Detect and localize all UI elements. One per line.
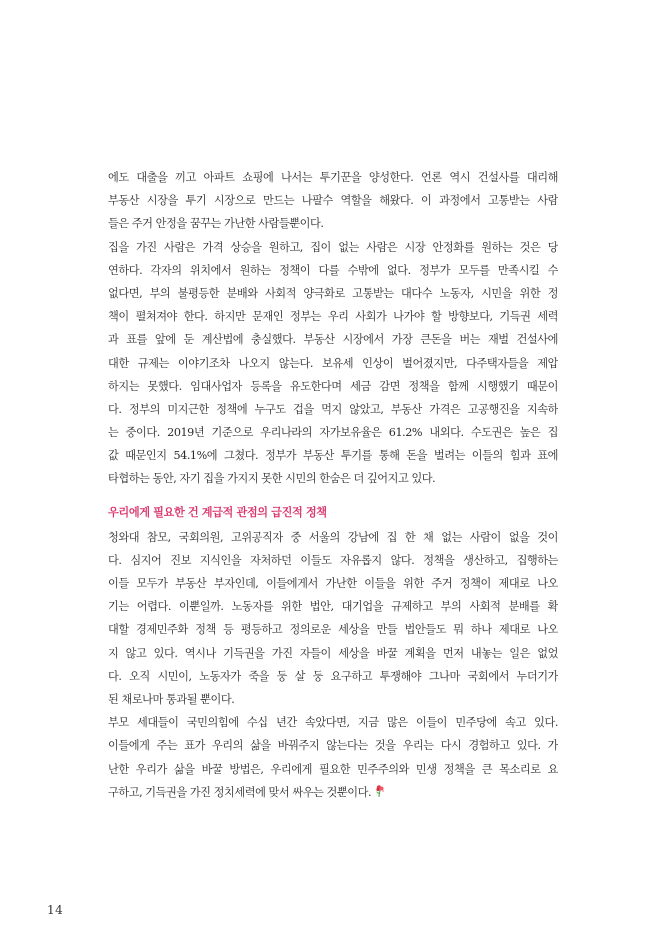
text-line: 청와대 참모, 국회의원, 고위공직자 중 서울의 강남에 집 한 채 없는 사람이 없을 것이 [108, 530, 558, 544]
text-line: 하지는 못했다. 임대사업자 등록을 유도한다며 세금 감면 정책을 함께 시행했기 때문이 [108, 379, 558, 393]
text-line: 지 않고 있다. 역시나 기득권을 가진 자들이 세상을 바꿀 계획을 먼저 내놓는 일은 없었 [108, 646, 558, 660]
text-line: 는 중이다. 2019년 기준으로 우리나라의 자가보유율은 61.2% 내외다. 수도권은 높은 집 [108, 426, 558, 440]
text-line: 대한 규제는 이야기조차 나오지 않는다. 보유세 인상이 벌어졌지만, 다주택자들을 제압 [108, 356, 558, 370]
section-heading: 우리에게 필요한 건 계급적 관점의 급진적 정책 [108, 505, 327, 519]
final-line-text: 구하고, 기득권을 가진 정치세력에 맞서 싸우는 것뿐이다. [108, 785, 372, 799]
text-line: 이들에게 주는 표가 우리의 삶을 바꿔주지 않는다는 것을 우리는 다시 경험하고 있다. 가 [108, 739, 558, 753]
flower-ornament-icon [374, 783, 386, 797]
text-line: 에도 대출을 끼고 아파트 쇼핑에 나서는 투기꾼을 양성한다. 언론 역시 건설사를 대리해 [108, 171, 558, 184]
text-line: 부모 세대들이 국민의힘에 수십 년간 속았다면, 지금 많은 이들이 민주당에 속고 있다. [108, 716, 558, 730]
paragraph-4 [108, 711, 558, 804]
paragraph-1 [108, 166, 558, 236]
text-line-final [108, 781, 558, 804]
text-line: 부동산 시장을 투기 시장으로 만드는 나팔수 역할을 해왔다. 이 과정에서 고통받는 사람 [108, 194, 558, 208]
text-line: 책이 펼쳐져야 한다. 하지만 문재인 정부는 우리 사회가 나가야 할 방향보다, 기득권 세력 [108, 310, 558, 324]
text-line: 된 채로나마 통과될 뿐이다. [108, 692, 235, 706]
text-line: 과 표를 앞에 둔 계산법에 충실했다. 부동산 시장에서 가장 큰돈을 버는 재벌 건설사에 [108, 333, 558, 347]
text-line: 타협하는 동안, 자기 집을 가지지 못한 시민의 한숨은 더 깊어지고 있다. [108, 472, 436, 486]
text-line: 대할 경제민주화 정책 등 평등하고 정의로운 세상을 만들 법안들도 뭐 하나 제대로 나오 [108, 623, 558, 637]
text-line: 들은 주거 안정을 꿈꾸는 가난한 사람들뿐이다. [108, 217, 324, 231]
page-number: 14 [47, 903, 64, 917]
text-line: 값 때문인지 54.1%에 그쳤다. 정부가 부동산 투기를 통해 돈을 벌려는 이들의 힘과 표에 [108, 449, 558, 463]
text-line: 다. 정부의 미지근한 정책에 누구도 겁을 먹지 않았고, 부동산 가격은 고공행진을 지속하 [108, 402, 558, 416]
text-line: 집을 가진 사람은 가격 상승을 원하고, 집이 없는 사람은 시장 안정화를 원하는 것은 당 [108, 240, 558, 254]
text-line: 이들 모두가 부동산 부자인데, 이들에게서 가난한 이들을 위한 주거 정책이 제대로 나오 [108, 577, 558, 590]
paragraph-2 [108, 236, 558, 491]
text-line: 다. 심지어 진보 지식인을 자처하던 이들도 자유롭지 않다. 정책을 생산하고, 집행하는 [108, 553, 558, 567]
text-line: 다. 오직 시민이, 노동자가 죽을 둥 살 둥 요구하고 투쟁해야 그나마 국회에서 누더기가 [108, 669, 558, 683]
body-text [108, 166, 558, 804]
text-line: 난한 우리가 삶을 바꿀 방법은, 우리에게 필요한 민주주의와 민생 정책을 큰 목소리로 요 [108, 762, 558, 776]
text-line: 없다면, 부의 불평등한 분배와 사회적 양극화로 고통받는 대다수 노동자, 시민을 위한 정 [108, 286, 558, 300]
paragraph-3 [108, 526, 558, 712]
text-line: 기는 어렵다. 이뿐일까. 노동자를 위한 법안, 대기업을 규제하고 부의 사회적 분배를 확 [108, 600, 558, 614]
text-line: 연하다. 각자의 위치에서 원하는 정책이 다를 수밖에 없다. 정부가 모두를 만족시킬 수 [108, 263, 558, 277]
